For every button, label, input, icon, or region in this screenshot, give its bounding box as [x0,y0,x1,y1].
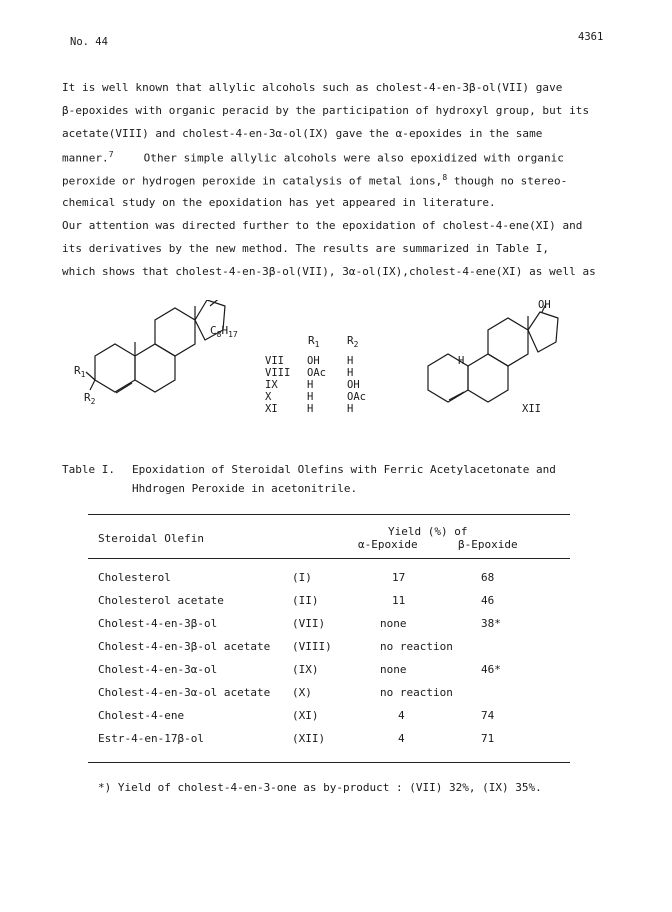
row-alpha-yield: no reaction [380,640,453,653]
table-caption-label: Table I. [62,463,115,476]
journal-number: No. 44 [70,36,108,48]
table-caption-line-2: Hhdrogen Peroxide in acetonitrile. [132,482,358,495]
para-line-4-start: manner. [62,151,109,165]
svg-text:X: X [265,391,272,403]
r1-label: $R_1$ [74,364,86,379]
row-beta-yield: 46* [481,663,501,676]
row-alpha-yield: 4 [398,732,405,745]
row-olefin-name: Estr-4-en-17β-ol [98,732,204,745]
para-line-1: It is well known that allylic alcohols such as cholest-4-en-3β-ol(VII) gave [62,81,563,94]
svg-text:OH: OH [307,355,320,367]
para-line-8: its derivatives by the new method. The results are summarized in Table I, [62,242,550,255]
chemical-structures-figure [60,300,620,450]
svg-text:VII: VII [265,355,284,367]
para-line-7: Our attention was directed further to the epoxidation of cholest-4-ene(XI) and [62,219,583,232]
reference-8: 8 [442,173,448,182]
svg-text:H: H [347,355,354,367]
row-alpha-yield: no reaction [380,686,453,699]
page-number: 4361 [578,31,604,43]
table-top-rule [88,514,570,515]
legend-r1-header: $R_1$ [308,334,320,349]
row-olefin-name: Cholest-4-en-3β-ol acetate [98,640,271,653]
para-line-2: β-epoxides with organic peracid by the participation of hydroxyl group, but its [62,104,590,117]
svg-text:VIII: VIII [265,367,291,379]
row-beta-yield: 71 [481,732,495,745]
header-steroidal-olefin: Steroidal Olefin [98,532,204,545]
svg-text:IX: IX [265,379,278,391]
row-beta-yield: 74 [481,709,495,722]
row-compound-number: (XI) [292,709,319,722]
svg-text:H: H [307,379,314,391]
svg-text:H: H [307,391,314,403]
row-olefin-name: Cholest-4-ene [98,709,185,722]
table-header-rule [88,558,570,559]
row-compound-number: (IX) [292,663,319,676]
table-footnote: *) Yield of cholest-4-en-3-one as by-product : (VII) 32%, (IX) 35%. [98,781,542,794]
header-yield: Yield (%) of [388,525,468,538]
estrenol-h-label: H [458,355,465,367]
row-alpha-yield: 11 [392,594,406,607]
cholestene-skeleton [86,300,225,393]
para-line-5-rest: though no stereo- [447,174,568,188]
structures-svg [60,300,620,450]
para-line-9: which shows that cholest-4-en-3β-ol(VII), 3α-ol(IX),cholest-4-ene(XI) as well as [62,265,596,278]
svg-text:OAc: OAc [307,367,326,379]
row-compound-number: (VII) [292,617,326,630]
row-alpha-yield: none [380,663,407,676]
para-line-3: acetate(VIII) and cholest-4-en-3α-ol(IX) gave the α-epoxides in the same [62,127,543,140]
row-olefin-name: Cholest-4-en-3α-ol [98,663,218,676]
svg-text:H: H [347,403,354,415]
row-olefin-name: Cholesterol [98,571,171,584]
svg-text:H: H [347,367,354,379]
table-bottom-rule [88,762,570,763]
estrenol-compound-label: XII [522,403,541,415]
para-line-4 [62,150,564,165]
substituent-legend [265,355,366,415]
row-beta-yield: 38* [481,617,501,630]
header-beta-epoxide: β-Epoxide [458,538,518,551]
row-alpha-yield: 17 [392,571,406,584]
svg-text:OAc: OAc [347,391,366,403]
reference-7: 7 [108,150,114,159]
legend-r2-header: $R_2$ [347,334,359,349]
svg-text:OH: OH [347,379,360,391]
row-alpha-yield: none [380,617,407,630]
para-line-6: chemical study on the epoxidation has yet appeared in literature. [62,196,496,209]
row-olefin-name: Cholesterol acetate [98,594,224,607]
sidechain-label: $C_8H_{17}$ [210,324,238,339]
row-compound-number: (X) [292,686,312,699]
svg-text:H: H [307,403,314,415]
row-compound-number: (II) [292,594,319,607]
svg-text:XI: XI [265,403,278,415]
para-line-5-start: peroxide or hydrogen peroxide in catalysis of metal ions, [62,174,443,188]
row-compound-number: (VIII) [292,640,332,653]
estrenol-oh-label: OH [538,300,551,311]
row-compound-number: (XII) [292,732,326,745]
row-olefin-name: Cholest-4-en-3α-ol acetate [98,686,271,699]
header-alpha-epoxide: α-Epoxide [358,538,418,551]
row-compound-number: (I) [292,571,312,584]
table-caption-line-1: Epoxidation of Steroidal Olefins with Ferric Acetylacetonate and [132,463,556,476]
para-line-5 [62,173,567,188]
row-alpha-yield: 4 [398,709,405,722]
row-olefin-name: Cholest-4-en-3β-ol [98,617,218,630]
row-beta-yield: 46 [481,594,495,607]
para-line-4-rest: Other simple allylic alcohols were also epoxidized with organic [143,151,564,165]
row-beta-yield: 68 [481,571,495,584]
r2-label: $R_2$ [84,391,96,406]
estrenol-skeleton [428,304,558,402]
